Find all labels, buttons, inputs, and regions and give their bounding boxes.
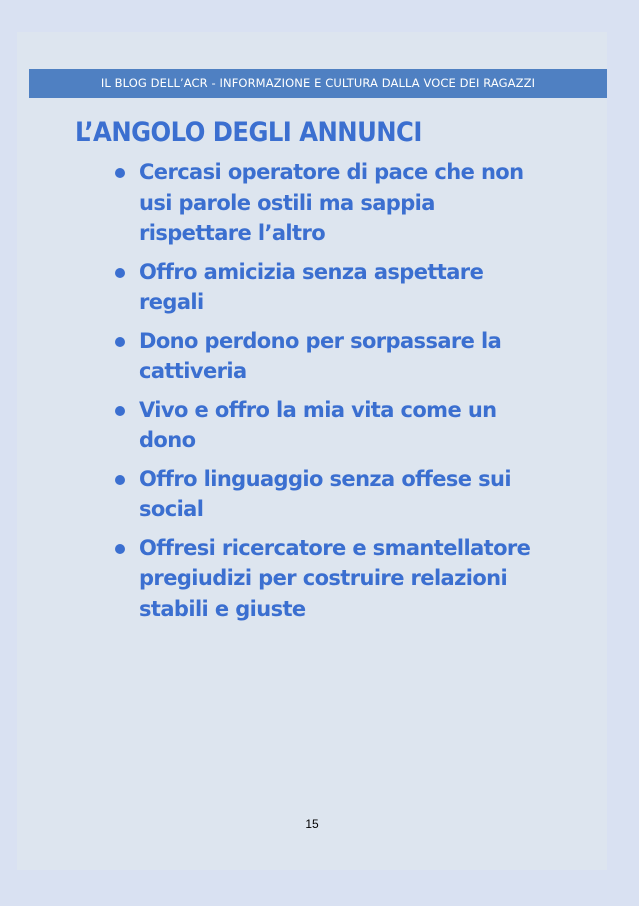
bullet-icon <box>115 268 125 278</box>
list-item <box>115 257 545 318</box>
bullet-icon <box>115 337 125 347</box>
bullet-icon <box>115 544 125 554</box>
announcement-text: Vivo e offro la mia vita come un dono <box>139 397 497 452</box>
list-item <box>115 326 545 387</box>
bullet-icon <box>115 475 125 485</box>
bullet-icon <box>115 406 125 416</box>
list-item <box>115 157 545 249</box>
document-page <box>17 32 607 870</box>
announcement-list <box>115 157 545 632</box>
list-item <box>115 395 545 456</box>
announcement-text: Offro linguaggio senza offese sui social <box>139 466 511 521</box>
page-number: 15 <box>305 817 319 831</box>
announcement-text: Offresi ricercatore e smantellatore pregiudizi per costruire relazioni stabili e giuste <box>139 535 531 621</box>
bullet-icon <box>115 168 125 178</box>
announcement-text: Dono perdono per sorpassare la cattiveria <box>139 328 502 383</box>
blog-header-bar: IL BLOG DELL’ACR - INFORMAZIONE E CULTURA DALLA VOCE DEI RAGAZZI <box>29 69 607 98</box>
section-title: L’ANGOLO DEGLI ANNUNCI <box>75 117 422 148</box>
list-item <box>115 533 545 625</box>
announcement-text: Offro amicizia senza aspettare regali <box>139 259 484 314</box>
list-item <box>115 464 545 525</box>
announcement-text: Cercasi operatore di pace che non usi parole ostili ma sappia rispettare l’altro <box>139 160 524 245</box>
